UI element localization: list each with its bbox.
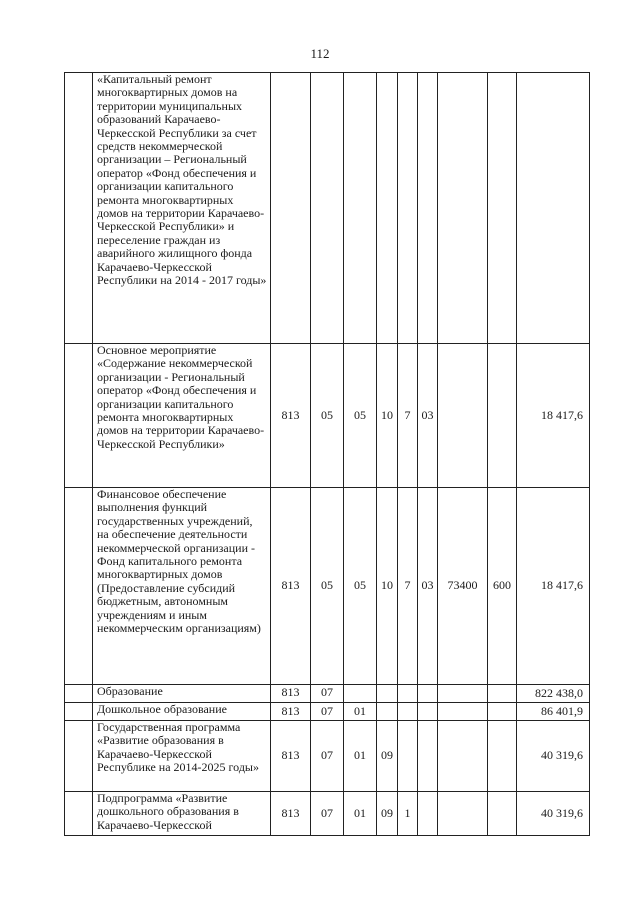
- activity-code: [418, 685, 438, 703]
- row-number-cell: [65, 73, 93, 344]
- section-code: 07: [311, 721, 344, 792]
- ministry-code: 813: [271, 344, 311, 488]
- program-code: [377, 73, 398, 344]
- direction-code: [438, 685, 488, 703]
- program-code: 10: [377, 344, 398, 488]
- row-number-cell: [65, 792, 93, 836]
- ministry-code: 813: [271, 792, 311, 836]
- page-number: 112: [310, 46, 330, 61]
- subsection-code: 01: [344, 703, 377, 721]
- subprogram-code: [398, 721, 418, 792]
- table-row: [65, 792, 590, 836]
- table-row: [65, 685, 590, 703]
- direction-code: [438, 792, 488, 836]
- item-name: Финансовое обеспечение выполнения функций государственных учреждений, на обеспечение деятельности некоммерческой организации - Фонд капитального ремонта многоквартирных домов (Предоставление субсидий бюджетным, автономным учреждениям и иным некоммерческим организациям): [93, 488, 271, 685]
- section-code: [311, 73, 344, 344]
- program-code: [377, 685, 398, 703]
- subprogram-code: [398, 703, 418, 721]
- subprogram-code: [398, 73, 418, 344]
- amount: 822 438,0: [517, 685, 590, 703]
- ministry-code: 813: [271, 721, 311, 792]
- expense-type-code: [488, 344, 517, 488]
- ministry-code: 813: [271, 703, 311, 721]
- section-code: 05: [311, 344, 344, 488]
- row-number-cell: [65, 488, 93, 685]
- item-name: Дошкольное образование: [93, 703, 271, 721]
- row-number-cell: [65, 344, 93, 488]
- amount: 86 401,9: [517, 703, 590, 721]
- direction-code: [438, 721, 488, 792]
- activity-code: [418, 703, 438, 721]
- budget-table: [64, 72, 590, 836]
- ministry-code: 813: [271, 685, 311, 703]
- subsection-code: [344, 73, 377, 344]
- subprogram-code: [398, 685, 418, 703]
- subprogram-code: 1: [398, 792, 418, 836]
- subsection-code: 01: [344, 792, 377, 836]
- expense-type-code: [488, 721, 517, 792]
- amount: 18 417,6: [517, 344, 590, 488]
- activity-code: [418, 721, 438, 792]
- table-row: [65, 721, 590, 792]
- program-code: 09: [377, 721, 398, 792]
- ministry-code: [271, 73, 311, 344]
- direction-code: 73400: [438, 488, 488, 685]
- expense-type-code: [488, 703, 517, 721]
- row-number-cell: [65, 685, 93, 703]
- table-row: [65, 703, 590, 721]
- item-name: Подпрограмма «Развитие дошкольного образования в Карачаево-Черкесской: [93, 792, 271, 836]
- item-name: Государственная программа «Развитие образования в Карачаево-Черкесской Республике на 2014-2025 годы»: [93, 721, 271, 792]
- program-code: 10: [377, 488, 398, 685]
- ministry-code: 813: [271, 488, 311, 685]
- subsection-code: 05: [344, 488, 377, 685]
- amount: 40 319,6: [517, 792, 590, 836]
- activity-code: [418, 792, 438, 836]
- expense-type-code: [488, 792, 517, 836]
- subsection-code: [344, 685, 377, 703]
- activity-code: 03: [418, 488, 438, 685]
- table-row: [65, 488, 590, 685]
- subsection-code: 05: [344, 344, 377, 488]
- subprogram-code: 7: [398, 344, 418, 488]
- item-name: Образование: [93, 685, 271, 703]
- program-code: [377, 703, 398, 721]
- activity-code: [418, 73, 438, 344]
- row-number-cell: [65, 721, 93, 792]
- expense-type-code: 600: [488, 488, 517, 685]
- item-name: «Капитальный ремонт многоквартирных домов на территории муниципальных образований Карачаево-Черкесской Республики за счет средств некоммерческой организации – Региональный оператор «Фонд обеспечения и организации капитального ремонта многоквартирных домов на территории Карачаево-Черкесской Республики» и переселение граждан из аварийного жилищного фонда Карачаево-Черкесской Республики на 2014 - 2017 годы»: [93, 73, 271, 344]
- section-code: 07: [311, 792, 344, 836]
- direction-code: [438, 73, 488, 344]
- row-number-cell: [65, 703, 93, 721]
- section-code: 05: [311, 488, 344, 685]
- table-row: [65, 73, 590, 344]
- table-row: [65, 344, 590, 488]
- amount: 40 319,6: [517, 721, 590, 792]
- activity-code: 03: [418, 344, 438, 488]
- item-name: Основное мероприятие «Содержание некоммерческой организации - Региональный оператор «Фонд обеспечения и организации капитального ремонта многоквартирных домов на территории Карачаево-Черкесской Республики»: [93, 344, 271, 488]
- section-code: 07: [311, 685, 344, 703]
- amount: [517, 73, 590, 344]
- subprogram-code: 7: [398, 488, 418, 685]
- subsection-code: 01: [344, 721, 377, 792]
- section-code: 07: [311, 703, 344, 721]
- amount: 18 417,6: [517, 488, 590, 685]
- program-code: 09: [377, 792, 398, 836]
- direction-code: [438, 703, 488, 721]
- expense-type-code: [488, 73, 517, 344]
- expense-type-code: [488, 685, 517, 703]
- direction-code: [438, 344, 488, 488]
